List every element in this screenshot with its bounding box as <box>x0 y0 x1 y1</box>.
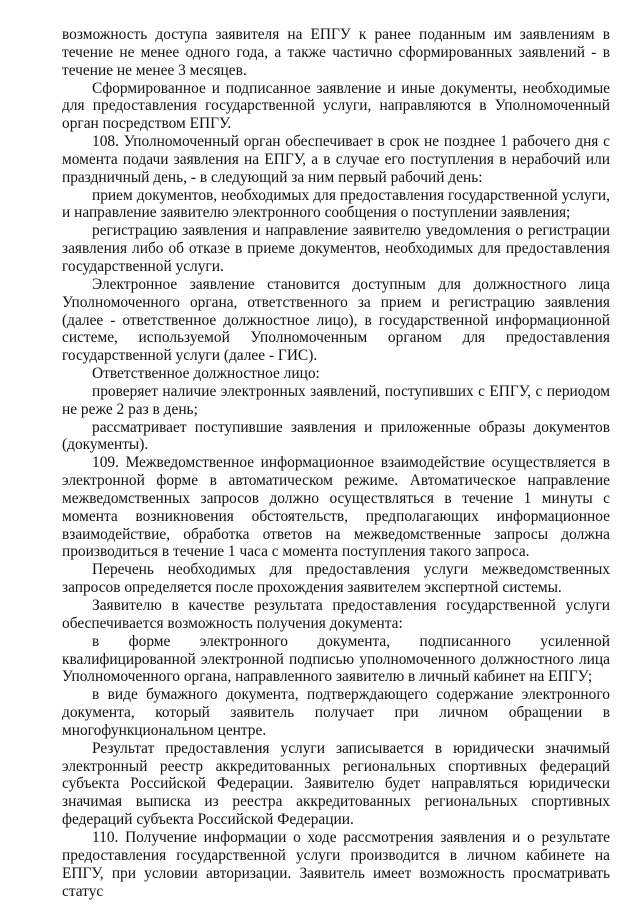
paragraph-responsible-official: Ответственное должностное лицо: <box>92 365 320 383</box>
paragraph-108: 108. Уполномоченный орган обеспечивает в срок не позднее 1 рабочего дня с момента подачи заявления на ЕПГУ, а в случае его поступления в нерабочий или праздничный день, - в следующий за ним первый рабочий день: <box>62 133 610 186</box>
paragraph-paper-document: в виде бумажного документа, подтверждающего содержание электронного документа, который заявитель получает при личном обращении в многофункциональном центре. <box>62 686 610 739</box>
paragraph-110: 110. Получение информации о ходе рассмотрения заявления и о результате предоставления государственной услуги производится в личном кабинете на ЕПГУ, при условии авторизации. Заявитель имеет возможность просматривать статус <box>62 828 610 900</box>
paragraph-checks-applications: проверяет наличие электронных заявлений, поступивших с ЕПГУ, с периодом не реже 2 раз в день; <box>62 382 610 418</box>
paragraph-result-options: Заявителю в качестве результата предоставления государственной услуги обеспечивается возможность получения документа: <box>62 597 610 632</box>
paragraph-submission-via-epgu: Сформированное и подписанное заявление и иные документы, необходимые для предоставления государственной услуги, направляются в Уполномоченный орган посредством ЕПГУ. <box>62 79 610 133</box>
paragraph-document-reception: прием документов, необходимых для предоставления государственной услуги, и направление заявителю электронного сообщения о поступлении заявления; <box>62 186 610 222</box>
paragraph-registry-record: Результат предоставления услуги записывается в юридически значимый электронный реестр аккредитованных региональных спортивных федераций субъекта Российской Федерации. Заявителю будет направляться юридически значимая выписка из реестра аккредитованных региональных спортивных федераций субъекта Российской Федерации. <box>62 739 610 829</box>
paragraph-registration: регистрацию заявления и направление заявителю уведомления о регистрации заявления либо об отказе в приеме документов, необходимых для предоставления государственной услуги. <box>62 222 610 275</box>
paragraph-continuation: возможность доступа заявителя на ЕПГУ к ранее поданным им заявлениям в течение не менее одного года, а также частично сформированных заявлений - в течение не менее 3 месяцев. <box>62 26 610 79</box>
paragraph-reviews-applications: рассматривает поступившие заявления и приложенные образы документов (документы). <box>62 418 610 454</box>
paragraph-electronic-document: в форме электронного документа, подписанного усиленной квалифицированной электронной подписью уполномоченного должностного лица Уполномоченного органа, направленного заявителю в личный кабинет на ЕПГУ; <box>62 632 610 686</box>
paragraph-interagency-requests: Перечень необходимых для предоставления услуги межведомственных запросов определяется после прохождения заявителем экспертной системы. <box>62 561 610 597</box>
paragraph-electronic-application: Электронное заявление становится доступным для должностного лица Уполномоченного органа, ответственного за прием и регистрацию заявления (далее - ответственное должностное лицо), в государственной информационной системе, используемой Уполномоченным органом для предоставления государственной услуги (далее - ГИС). <box>62 275 610 365</box>
paragraph-109: 109. Межведомственное информационное взаимодействие осуществляется в электронной форме в автоматическом режиме. Автоматическое направление межведомственных запросов должно осуществляться в течение 1 минуты с момента возникновения обстоятельств, предполагающих информационное взаимодействие, обработка ответов на межведомственные запросы должна производиться в течение 1 часа с момента поступления такого запроса. <box>62 454 610 561</box>
